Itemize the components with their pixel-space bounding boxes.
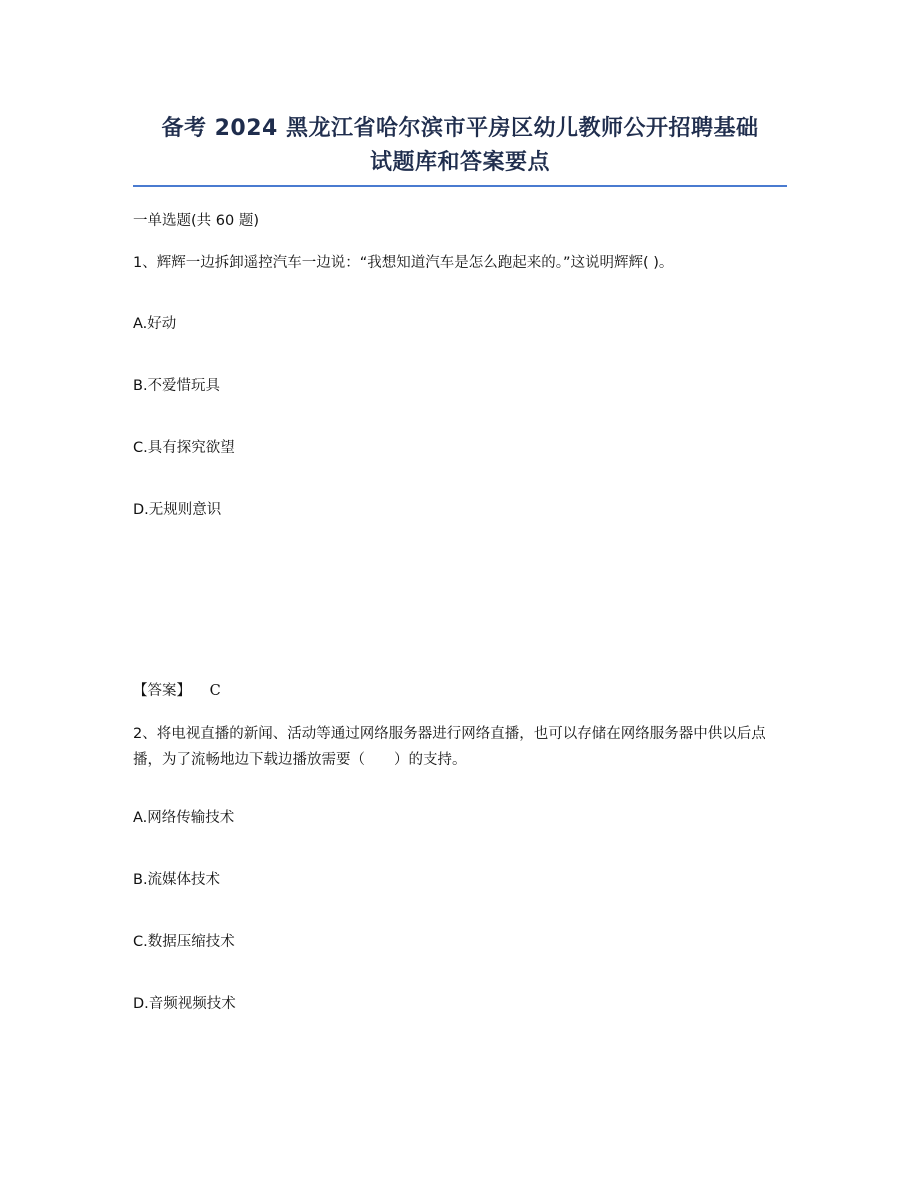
- answer-value: C: [209, 683, 221, 699]
- question-1-option-b: B.不爱惜玩具: [133, 378, 221, 394]
- question-2-option-d: D.音频视频技术: [133, 996, 236, 1012]
- question-1-option-a: A.好动: [133, 316, 177, 332]
- question-2-option-c: C.数据压缩技术: [133, 934, 235, 950]
- question-1-option-c: C.具有探究欲望: [133, 440, 235, 456]
- question-2-stem: 2、将电视直播的新闻、活动等通过网络服务器进行网络直播，也可以存储在网络服务器中供以后点播，为了流畅地边下载边播放需要（ ）的支持。: [133, 726, 766, 768]
- question-2-option-b: B.流媒体技术: [133, 872, 221, 888]
- section-heading: 一单选题(共 60 题): [133, 213, 259, 229]
- question-2-option-a: A.网络传输技术: [133, 810, 235, 826]
- title-line-2: 试题库和答案要点: [369, 150, 550, 175]
- question-1-stem: 1、辉辉一边拆卸遥控汽车一边说：“我想知道汽车是怎么跑起来的。”这说明辉辉( )。: [133, 255, 674, 271]
- question-1-answer: [133, 681, 221, 701]
- question-1-option-d: D.无规则意识: [133, 502, 222, 518]
- title-underline-divider: [133, 185, 787, 187]
- document-title: [133, 112, 787, 180]
- title-line-1: 备考 2024 黑龙江省哈尔滨市平房区幼儿教师公开招聘基础: [161, 116, 759, 141]
- answer-label: 【答案】: [133, 683, 191, 699]
